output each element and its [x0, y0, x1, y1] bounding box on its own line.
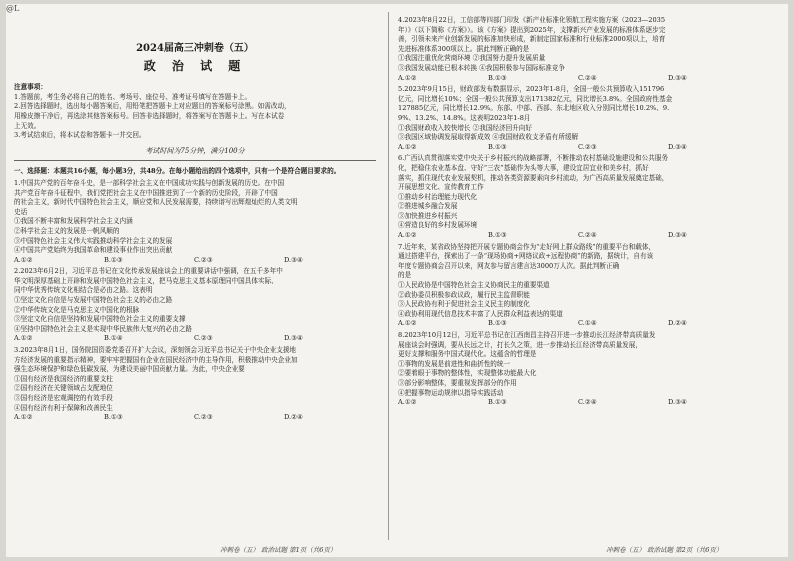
answer-option: D.③④ — [668, 73, 687, 82]
question — [398, 154, 768, 240]
question-line: ④中国共产党始终为我国革命和建设事业作出突出贡献 — [14, 246, 173, 255]
question-line: 1.中国共产党的百年奋斗史，是一部科学社会主义在中国成功实践与创新发展的历史。在中国 — [14, 178, 285, 187]
answer-option: C.①④ — [578, 319, 597, 328]
left-questions — [14, 179, 376, 423]
column-divider — [388, 12, 389, 540]
note-line: 上无效。 — [14, 121, 41, 130]
answer-option: A.①② — [398, 398, 417, 407]
answer-option: C.②④ — [578, 73, 597, 82]
answer-option: A.①② — [398, 73, 417, 82]
question-line: ③人民政协有利于促进社会主义民主的制度化 — [398, 300, 530, 309]
question-line: 方经济发展的重要指示精神，要牢牢把握国有企业在国民经济中的主导作用，积极推动中央企业加 — [14, 355, 298, 364]
corner-mark: @L — [6, 4, 20, 13]
question-line: ③坚定文化自信是坚持和发展中国特色社会主义的重要支撑 — [14, 315, 186, 324]
answer-options — [14, 334, 376, 344]
answer-option: B.①③ — [488, 231, 507, 240]
question — [14, 179, 376, 265]
question-line: 8.2023年10月12日，习近平总书记在江西南昌主持召开进一步推动长江经济带高质量发 — [398, 331, 656, 339]
answer-options — [398, 398, 768, 408]
question-line: ④坚持中国特色社会主义是实现中华民族伟大复兴的必由之路 — [14, 324, 193, 333]
answer-options — [398, 319, 768, 329]
footer-page-1: 冲刺卷（五） 政治试题 第1页（共6页） — [220, 546, 337, 554]
answer-option: D.②④ — [668, 319, 687, 328]
answer-option: A.①② — [14, 413, 33, 422]
exam-time: 考试时间为75分钟，满分100分 — [145, 146, 245, 155]
question — [398, 243, 768, 329]
question-line: ②政协委员积极参政议政，履行民主监督职能 — [398, 290, 530, 299]
answer-option: D.③④ — [284, 255, 303, 264]
question-line: 5.2023年9月15日，财政部发布数据显示，2023年1-8月，全国一般公共预算收入151796 — [398, 85, 665, 94]
question-line: ③国有经济是宏观调控的有效手段 — [14, 394, 113, 402]
question-line: 9%、13.2%、14.8%。这表明2023年1-8月 — [398, 113, 531, 122]
answer-option: A.①② — [14, 334, 33, 343]
note-line: 2.回答选择题时，选出每小题答案后，用铅笔把答题卡上对应题目的答案标号涂黑。如需改动， — [14, 102, 291, 111]
question-line: ①推动乡村治理能力现代化 — [398, 192, 478, 201]
question-line: 共产党百年奋斗征程中，我们党把社会主义在中国推进到了一个新的历史阶段，开辟了中国 — [14, 188, 278, 197]
question-line: ③我国发展动能已根本转换 ④我国积极参与国际标准竞争 — [398, 63, 565, 72]
answer-option: D.③④ — [668, 142, 687, 151]
answer-option: B.①③ — [104, 255, 123, 264]
question-line: 年）》（以下简称《方案》）。该《方案》提出到2025年，支撑新兴产业发展的标准体系逐步完 — [398, 25, 666, 34]
question-line: 通过搭建平台，探索出了一条“现场协商+网络议政+远程协商”的新路，据统计，自有该 — [398, 252, 654, 261]
answer-options — [398, 231, 768, 241]
answer-option: D.③④ — [284, 334, 303, 343]
question-line: 年度专题协商会召开以来，网友参与留言建言达3000万人次。据此判断正确 — [398, 261, 620, 270]
question-line: ②要着眼于事物的整体性，实现整体功能最大化 — [398, 369, 537, 378]
answer-option: D.②④ — [284, 413, 303, 422]
footer-page-2: 冲刺卷（五） 政治试题 第2页（共6页） — [606, 546, 723, 554]
question-line: ②中华传统文化是马克思主义中国化的根脉 — [14, 305, 140, 314]
question-line: 4.2023年8月22日，工信部等四部门印发《新产业标准化领航工程实施方案（2023—2035 — [398, 16, 666, 24]
note-line: 用橡皮擦干净后，再选涂其他答案标号。回答非选择题时，将答案写在答题卡上。写在本试卷 — [14, 111, 285, 120]
notes-list — [14, 93, 376, 141]
question-line: ②国有经济在关键领域占支配地位 — [14, 384, 113, 393]
question-line: ①我国财政收入较快增长 ②我国经济回升向好 — [398, 123, 532, 132]
answer-option: B.①③ — [488, 73, 507, 82]
header-rule — [14, 160, 376, 161]
question-line: ④国有经济有利于保障和改善民生 — [14, 403, 113, 412]
left-column — [14, 14, 376, 534]
question-line: ①我国不断丰富和发展科学社会主义内涵 — [14, 217, 133, 226]
answer-option: C.②④ — [578, 231, 597, 240]
question-line: ④把握事物运动规律以指导实践活动 — [398, 388, 504, 397]
question-line: ④政协利用现代信息技术丰富了人民群众利益表达的渠道 — [398, 309, 563, 318]
question — [398, 85, 768, 152]
question-line: 善，引领未来产业创新发展的标准加快形成，新制定国家标准和行业标准2000项以上，培育 — [398, 35, 666, 44]
question-line: ①事物的发展是前进性和曲折性的统一 — [398, 359, 511, 368]
question-line: 的是 — [398, 271, 412, 280]
exam-subtitle: 政 治 试 题 — [143, 58, 247, 73]
question — [398, 331, 768, 408]
question-line: 127885亿元，同比增长12.9%。东部、中部、西部、东北地区收入分别同比增长10.2%、9. — [398, 104, 670, 113]
right-column — [398, 14, 768, 534]
question-line: 同中华优秀传统文化相结合是必由之路。这表明 — [14, 286, 153, 295]
question-line: 化，把稳住农业基本盘、守好“三农”基础作为头等大事，建设宜居宜业和美乡村，抓好 — [398, 163, 649, 172]
answer-option: B.①③ — [488, 319, 507, 328]
question-line: ③部分影响整体，要重视发挥部分的作用 — [398, 378, 517, 387]
answer-option: C.②③ — [194, 413, 213, 422]
question-line: 展座谈会时强调，要从长远之计，打长久之策，进一步推动长江经济带高质量发展， — [398, 340, 642, 349]
right-questions — [398, 16, 768, 408]
question-line: ③我国区域协调发展取得新成效 ④我国财政收支矛盾有所缓解 — [398, 133, 579, 142]
question-line: 亿元，同比增长10%；全国一般公共预算支出171382亿元，同比增长3.8%。全国政府性基金 — [398, 94, 673, 103]
answer-option: C.②③ — [194, 255, 213, 264]
question-line: 2.2023年6月2日，习近平总书记在文化传承发展座谈会上的重要讲话中强调，在五千多年中 — [14, 267, 283, 276]
question-line: 7.近年来，某省政协坚持把开展专题协商会作为“走好网上群众路线”的重要平台和载体， — [398, 242, 655, 251]
note-line: 1.答题前，考生务必将自己的姓名、考场号、座位号、准考证号填写在答题卡上。 — [14, 92, 252, 101]
answer-option: A.①② — [398, 319, 417, 328]
answer-option: C.②③ — [194, 334, 213, 343]
question-line: ①人民政协是中国特色社会主义协商民主的重要渠道 — [398, 281, 550, 290]
question-line: 的社会主义，新时代中国特色社会主义，顺应党和人民发展需要，持续谱写出辉煌灿烂的人类文明 — [14, 198, 298, 207]
answer-option: B.①④ — [104, 334, 123, 343]
answer-option: B.①③ — [488, 142, 507, 151]
question — [14, 267, 376, 344]
answer-option: A.①② — [14, 255, 33, 264]
question-line: ①我国注重优化营商环境 ②我国努力提升发展质量 — [398, 54, 546, 63]
question-line: ①国有经济是我国经济的重要支柱 — [14, 374, 113, 383]
note-line: 3.考试结束后，将本试卷和答题卡一并交回。 — [14, 131, 146, 140]
answer-options — [398, 74, 768, 84]
question-line: 6.广西认真贯彻落实党中央关于乡村振兴的战略部署，不断推动农村基础设施建设和公共服务 — [398, 154, 669, 163]
answer-options — [14, 256, 376, 266]
answer-option: C.②④ — [578, 398, 597, 407]
answer-option: A.①② — [398, 231, 417, 240]
notes-heading: 注意事项： — [14, 83, 47, 92]
question-line: ②科学社会主义的发展是一帆风顺的 — [14, 226, 120, 235]
question-line: 先进标准体系300项以上。据此判断正确的是 — [398, 44, 530, 53]
answer-option: C.②③ — [578, 142, 597, 151]
question-line: ②推进城乡融合发展 — [398, 202, 458, 211]
question-line: 华文明深厚基础上开辟和发展中国特色社会主义，把马克思主义基本原理同中国具体实际、 — [14, 276, 278, 285]
answer-option: B.①③ — [104, 413, 123, 422]
answer-options — [398, 143, 768, 153]
answer-option: A.①② — [398, 142, 417, 151]
answer-options — [14, 413, 376, 423]
question — [14, 346, 376, 423]
question-line: 开展思想文化、宣传教育工作 — [398, 183, 484, 192]
question-line: 强生态环境保护和绿色低碳发展，为建设美丽中国贡献力量。为此，中央企业要 — [14, 365, 245, 374]
question-line: 3.2023年8月1日，国务院国资委党委召开扩大会议，深刻领会习近平总书记关于中央企业支援地 — [14, 346, 297, 355]
answer-option: B.①③ — [488, 398, 507, 407]
answer-option: D.③④ — [668, 398, 687, 407]
exam-title: 2024届高三冲刺卷（五） — [136, 43, 254, 54]
question-line: ③加快推进乡村振兴 — [398, 211, 458, 220]
question-line: ④营造良好的乡村发展环境 — [398, 221, 478, 230]
question-line: ①坚定文化自信是与发展中国特色社会主义的必由之路 — [14, 296, 173, 305]
answer-option: D.③④ — [668, 231, 687, 240]
question — [398, 16, 768, 83]
question-line: ③中国特色社会主义伟大实践推动科学社会主义的发展 — [14, 236, 173, 245]
question-line: 史话 — [14, 207, 28, 216]
question-line: 落实，抓住现代农业发展契机，推动各类资源要素向乡村流动，为广西高质量发展奠定基础， — [398, 173, 669, 182]
question-line: 更好支撑和服务中国式现代化。这蕴含的哲理是 — [398, 350, 537, 359]
section-heading: 一、选择题：本题共16小题，每小题3分，共48分。在每小题给出的四个选项中，只有一个是符合题目要求的。 — [14, 167, 341, 176]
